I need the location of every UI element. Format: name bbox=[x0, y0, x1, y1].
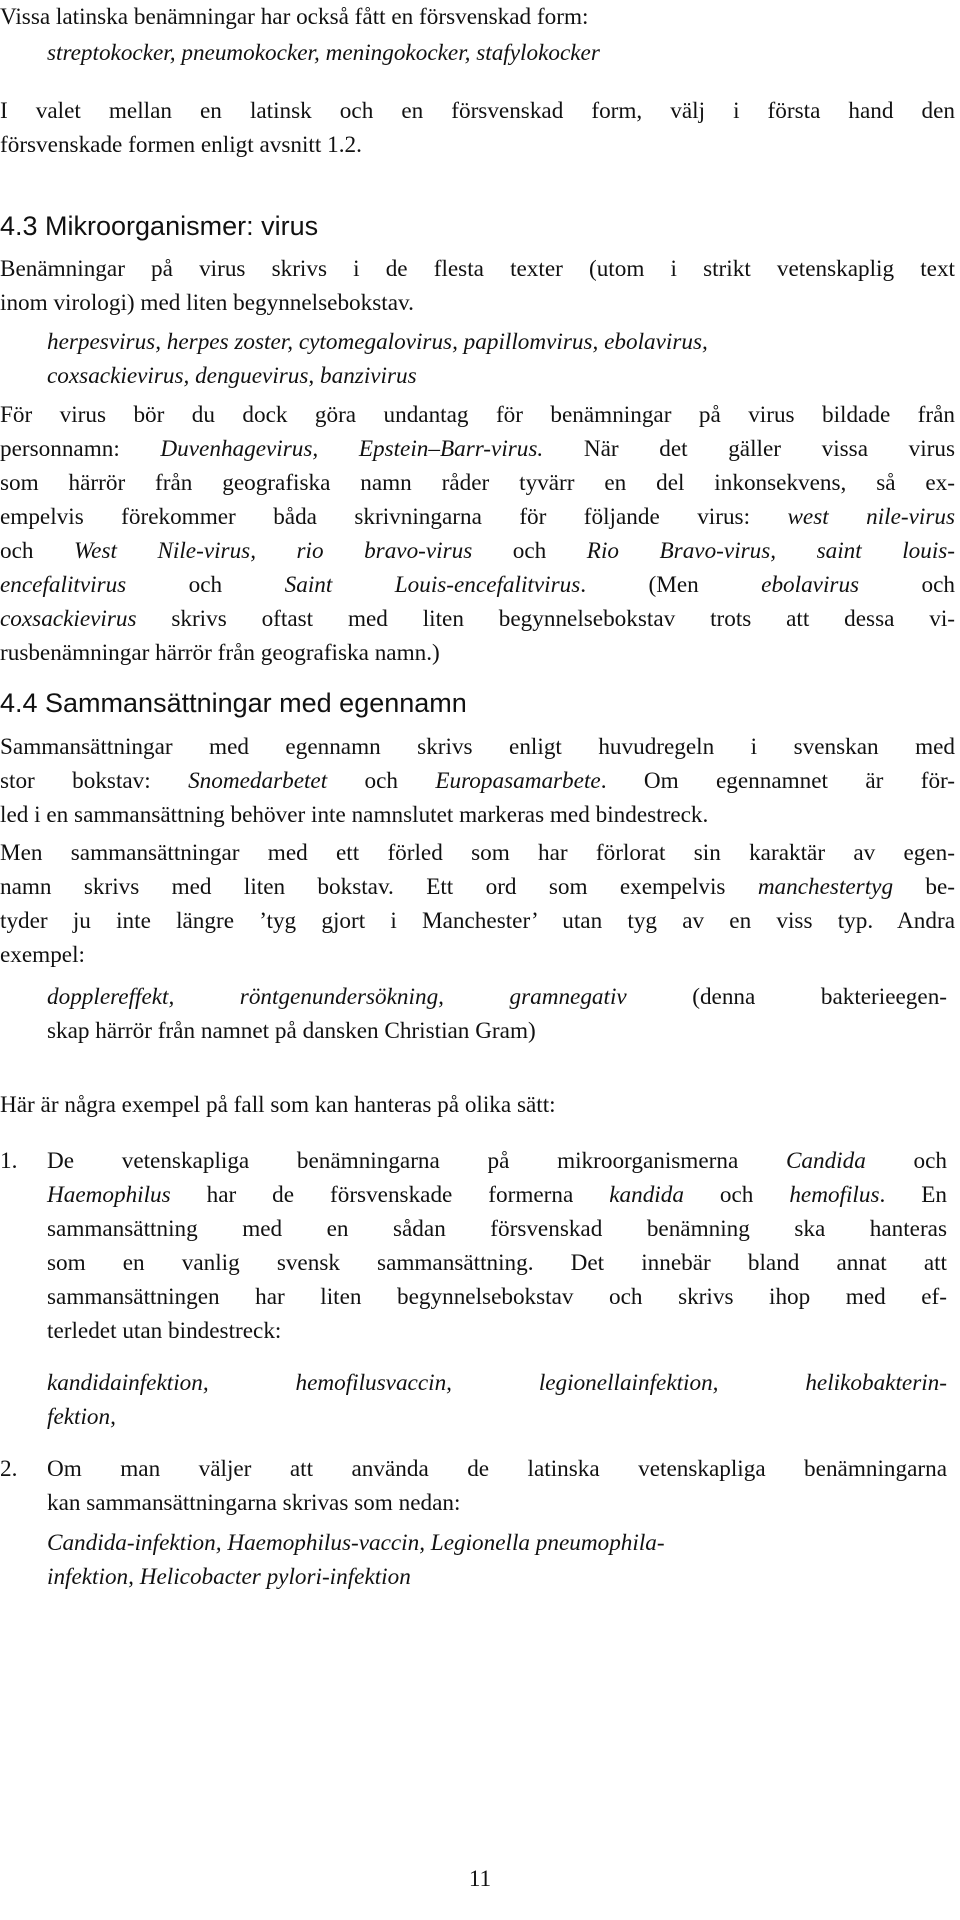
cases-intro-text: Här är några exempel på fall som kan hanteras på olika sätt: bbox=[0, 1092, 556, 1118]
virus-exception-paragraph bbox=[0, 398, 955, 670]
exception-line-6 bbox=[0, 568, 955, 602]
item1-line-6: terledet utan bindestreck: bbox=[47, 1318, 282, 1344]
latin-forms-example bbox=[47, 36, 947, 70]
intro-paragraph bbox=[0, 0, 955, 34]
italic-run: ebolavirus bbox=[761, 572, 860, 598]
item1-line-2 bbox=[47, 1178, 947, 1212]
virus-intro-paragraph bbox=[0, 252, 955, 320]
exception-line-4 bbox=[0, 500, 955, 534]
list-number-2: 2. bbox=[0, 1456, 18, 1482]
italic-run: Duvenhagevirus, Epstein–Barr-virus. bbox=[160, 436, 544, 462]
text-run: och bbox=[683, 1182, 790, 1208]
exception-line-3: som härrör från geografiska namn råder tyvärr en del inkonsekvens, så ex- bbox=[0, 470, 955, 496]
text-run: stor bokstav: bbox=[0, 768, 189, 794]
eponym-example-line-2: skap härrör från namnet på dansken Christian Gram) bbox=[47, 1018, 536, 1044]
compound-p1-line-1: Sammansättningar med egennamn skrivs enligt huvudregeln i svenskan med bbox=[0, 734, 955, 760]
italic-run: kandida bbox=[609, 1182, 684, 1208]
item1-example-line-2: fektion, bbox=[47, 1404, 116, 1430]
italic-run: Haemophilus bbox=[47, 1182, 171, 1208]
italic-run: Candida bbox=[785, 1148, 866, 1174]
cases-intro bbox=[0, 1088, 955, 1122]
text-run: och bbox=[472, 538, 587, 564]
text-run: empelvis förekommer båda skrivningarna för följande virus: bbox=[0, 504, 788, 530]
text-run: och bbox=[859, 572, 955, 598]
exception-line-1: För virus bör du dock göra undantag för benämningar på virus bildade från bbox=[0, 402, 955, 428]
virus-intro-line-1: Benämningar på virus skrivs i de flesta texter (utom i strikt vetenskaplig text bbox=[0, 256, 955, 282]
item2-line-1: Om man väljer att använda de latinska vetenskapliga benämningarna bbox=[47, 1456, 947, 1482]
italic-run: dopplereffekt, röntgenundersökning, gramnegativ bbox=[47, 984, 627, 1010]
example-text: streptokocker, pneumokocker, meningokocker, stafylokocker bbox=[47, 40, 600, 66]
item1-line-3: sammansättning med en sådan försvenskad benämning ska hanteras bbox=[47, 1216, 947, 1242]
virus-example-line-1: herpesvirus, herpes zoster, cytomegalovirus, papillomvirus, ebolavirus, bbox=[47, 329, 708, 355]
italic-run: manchestertyg bbox=[757, 874, 894, 900]
eponym-examples bbox=[47, 980, 947, 1048]
italic-run: West Nile-virus, rio bravo-virus bbox=[74, 538, 473, 564]
text-run: be- bbox=[893, 874, 956, 900]
text-run: . (Men bbox=[580, 572, 762, 598]
exception-line-7 bbox=[0, 602, 955, 636]
text-run: När det gäller vissa virus bbox=[543, 436, 956, 462]
text-run: personnamn: bbox=[0, 436, 161, 462]
list-item-1 bbox=[47, 1144, 947, 1348]
exception-line-2 bbox=[0, 432, 955, 466]
compound-p1-line-2 bbox=[0, 764, 955, 798]
item2-example-line-2: infektion, Helicobacter pylori-infektion bbox=[47, 1564, 411, 1590]
virus-example-line-2: coxsackievirus, denguevirus, banzivirus bbox=[47, 363, 417, 389]
compound-p2-line-2 bbox=[0, 870, 955, 904]
compound-p2-line-1: Men sammansättningar med ett förled som har förlorat sin karaktär av egen- bbox=[0, 840, 955, 866]
italic-run: Snomedarbetet bbox=[188, 768, 328, 794]
item2-example-line-1: Candida-infektion, Haemophilus-vaccin, Legionella pneumophila- bbox=[47, 1530, 665, 1556]
compound-p2-line-3: tyder ju inte längre ’tyg gjort i Manchester’ utan tyg av en viss typ. Andra bbox=[0, 908, 955, 934]
text-run: och bbox=[865, 1148, 947, 1174]
italic-run: coxsackievirus bbox=[0, 606, 137, 632]
text-run: och bbox=[0, 538, 74, 564]
item2-examples bbox=[47, 1526, 947, 1594]
text-run: De vetenskapliga benämningarna på mikroorganismerna bbox=[47, 1148, 786, 1174]
virus-example bbox=[47, 325, 947, 393]
item1-example-line-1: kandidainfektion, hemofilusvaccin, legionellainfektion, helikobakterin- bbox=[47, 1370, 947, 1396]
italic-run: encefalitvirus bbox=[0, 572, 127, 598]
compound-p2-line-4: exempel: bbox=[0, 942, 85, 968]
section-heading-4-4: 4.4 Sammansättningar med egennamn bbox=[0, 688, 467, 718]
exception-line-5 bbox=[0, 534, 955, 568]
list-item-2 bbox=[47, 1452, 947, 1520]
item2-line-2: kan sammansättningarna skrivas som nedan: bbox=[47, 1490, 461, 1516]
item1-line-4: som en vanlig svensk sammansättning. Det innebär bland annat att bbox=[47, 1250, 947, 1276]
text-run: och bbox=[126, 572, 285, 598]
text-run: och bbox=[327, 768, 436, 794]
text-run: har de försvenskade formerna bbox=[170, 1182, 610, 1208]
italic-run: west nile-virus bbox=[787, 504, 955, 530]
italic-run: hemofilus bbox=[789, 1182, 880, 1208]
text-run: . En bbox=[879, 1182, 947, 1208]
page-number: 11 bbox=[468, 1866, 492, 1892]
item1-line-5: sammansättningen har liten begynnelsebokstav och skrivs ihop med ef- bbox=[47, 1284, 947, 1310]
intro-text: Vissa latinska benämningar har också fått en försvenskad form: bbox=[0, 4, 589, 30]
exception-line-8: rusbenämningar härrör från geografiska namn.) bbox=[0, 640, 440, 666]
text-run: . Om egennamnet är för- bbox=[600, 768, 956, 794]
item1-examples bbox=[47, 1366, 947, 1434]
virus-intro-line-2: inom virologi) med liten begynnelsebokstav. bbox=[0, 290, 414, 316]
italic-run: Europasamarbete bbox=[435, 768, 601, 794]
eponym-example-line-1 bbox=[47, 980, 947, 1014]
italic-run: Rio Bravo-virus, saint louis- bbox=[586, 538, 956, 564]
text-run: skrivs oftast med liten begynnelsebokstav trots att dessa vi- bbox=[136, 606, 955, 632]
text-run: namn skrivs med liten bokstav. Ett ord som exempelvis bbox=[0, 874, 758, 900]
compound-paragraph-2 bbox=[0, 836, 955, 972]
italic-run: Saint Louis-encefalitvirus bbox=[284, 572, 581, 598]
section-heading-4-3: 4.3 Mikroorganismer: virus bbox=[0, 211, 319, 241]
choice-paragraph bbox=[0, 94, 955, 162]
text-run: (denna bakterieegen- bbox=[626, 984, 948, 1010]
item1-line-1 bbox=[47, 1144, 947, 1178]
compound-paragraph-1 bbox=[0, 730, 955, 832]
choice-line-1: I valet mellan en latinsk och en försvenskad form, välj i första hand den bbox=[0, 98, 955, 124]
compound-p1-line-3: led i en sammansättning behöver inte namnslutet markeras med bindestreck. bbox=[0, 802, 709, 828]
list-number-1: 1. bbox=[0, 1148, 18, 1174]
choice-line-2: försvenskade formen enligt avsnitt 1.2. bbox=[0, 132, 362, 158]
